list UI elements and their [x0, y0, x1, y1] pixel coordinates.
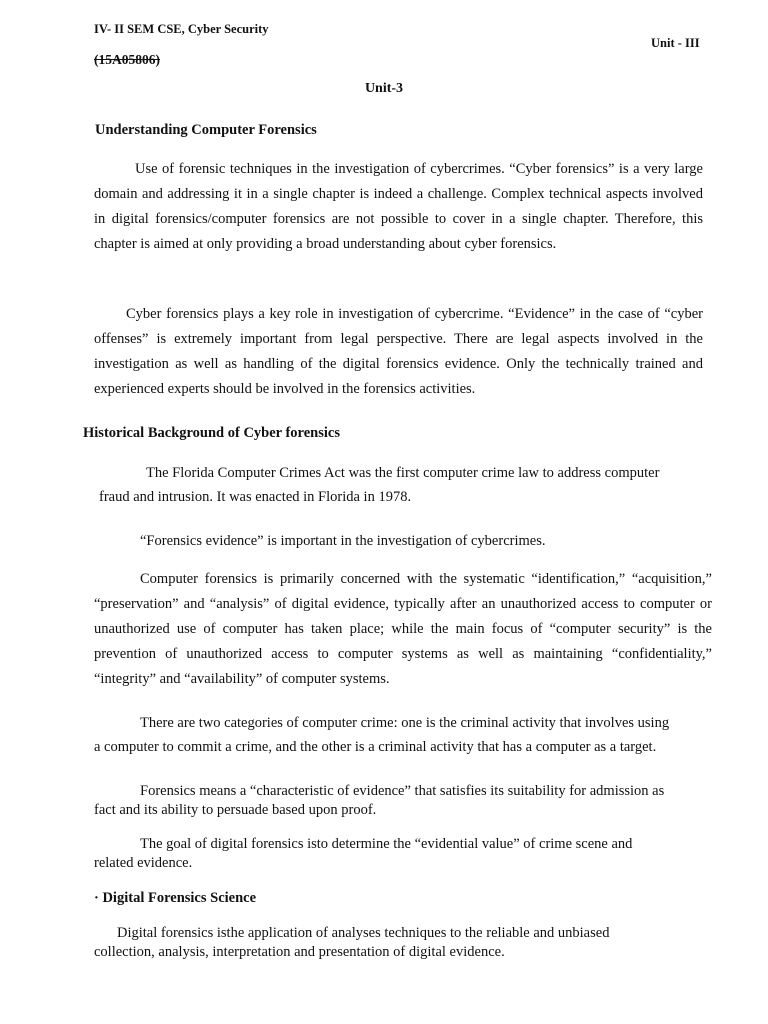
- course-header: IV- II SEM CSE, Cyber Security: [94, 22, 269, 36]
- paragraph-goal-line1: The goal of digital forensics isto determine the “evidential value” of crime scene and: [140, 836, 633, 852]
- unit-label: Unit - III: [651, 36, 700, 50]
- page-title: Unit-3: [364, 81, 404, 96]
- paragraph-intro: Use of forensic techniques in the investigation of cybercrimes. “Cyber forensics” is a very large domain and addressing it in a single chapter is indeed a challenge. Complex technical aspects involved in digital forensics/computer forensics are not possible to cover in a single chapter. Therefore, this chapter is aimed at only providing a broad understanding about cyber forensics.: [94, 161, 703, 252]
- paragraph-cyber-forensics-role: Cyber forensics plays a key role in investigation of cybercrime. “Evidence” in the case of “cyber offenses” is extremely important from legal perspective. There are legal aspects involved in the investigation as well as handling of the digital forensics evidence. Only the technically trained and experienced experts should be involved in the forensics activities.: [94, 306, 703, 397]
- paragraph-crime-categories-line2: a computer to commit a crime, and the other is a criminal activity that has a computer as a target.: [94, 739, 657, 755]
- paragraph-forensics-meaning-line1: Forensics means a “characteristic of evidence” that satisfies its suitability for admission as: [140, 783, 665, 799]
- section-heading-historical: Historical Background of Cyber forensics: [83, 425, 340, 441]
- paragraph-goal-line2: related evidence.: [94, 855, 193, 871]
- paragraph-florida-line2: fraud and intrusion. It was enacted in Florida in 1978.: [99, 489, 412, 505]
- course-code: (15A05806): [94, 52, 160, 67]
- paragraph-science-line2: collection, analysis, interpretation and presentation of digital evidence.: [94, 944, 505, 960]
- section-heading-science: · Digital Forensics Science: [94, 890, 257, 906]
- paragraph-forensics-evidence: “Forensics evidence” is important in the investigation of cybercrimes.: [140, 533, 546, 549]
- paragraph-crime-categories-line1: There are two categories of computer crime: one is the criminal activity that involves using: [140, 715, 670, 731]
- paragraph-florida-line1: The Florida Computer Crimes Act was the first computer crime law to address computer: [146, 465, 660, 481]
- paragraph-forensics-meaning-line2: fact and its ability to persuade based upon proof.: [94, 802, 377, 818]
- paragraph-science-line1: Digital forensics isthe application of analyses techniques to the reliable and unbiased: [117, 925, 610, 941]
- section-heading-understanding: Understanding Computer Forensics: [95, 122, 317, 138]
- paragraph-computer-forensics: Computer forensics is primarily concerned with the systematic “identification,” “acquisition,” “preservation” and “analysis” of digital evidence, typically after an unauthorized access to computer or unauthorized use of computer has taken place; while the main focus of “computer security” is the prevention of unauthorized access to computer systems as well as maintaining “confidentiality,” “integrity” and “availability” of computer systems.: [94, 571, 712, 687]
